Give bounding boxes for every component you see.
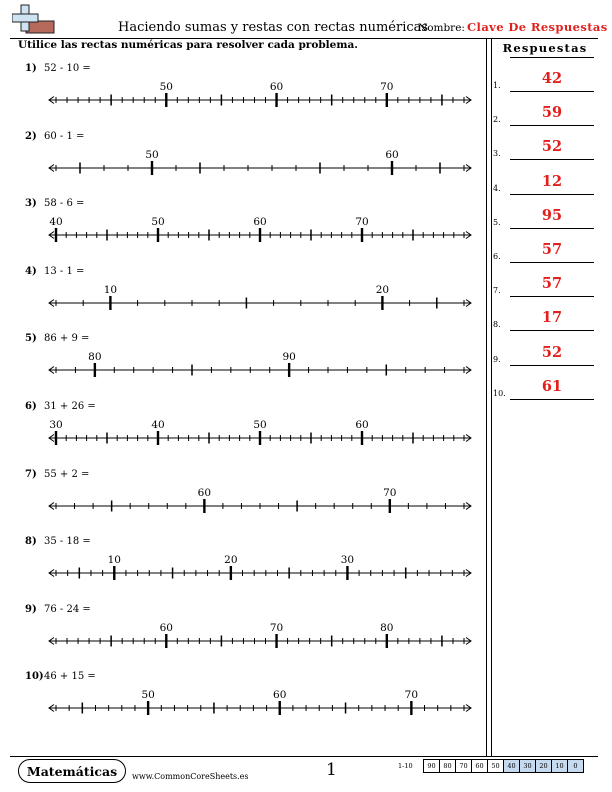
- problem-expression: 52 - 10 =: [44, 63, 91, 74]
- tick-label: 70: [269, 621, 284, 634]
- answer-number: 2.: [493, 115, 501, 125]
- name-label: Nombre:: [418, 22, 465, 34]
- number-line: [48, 616, 472, 646]
- answer-blank-line: [510, 125, 594, 126]
- problem-number: 3): [25, 198, 37, 210]
- number-line: [48, 548, 472, 578]
- answers-title: Respuestas: [502, 41, 588, 55]
- problem-expression: 13 - 1 =: [44, 265, 85, 277]
- score-cell: 10: [551, 759, 568, 773]
- score-cell: 60: [471, 759, 488, 773]
- tick-label: 10: [103, 283, 118, 296]
- subject-label: Matemáticas: [26, 764, 118, 779]
- problem-expression: 55 + 2 =: [44, 468, 90, 480]
- score-cell: 50: [487, 759, 504, 773]
- answer-value: 57: [541, 241, 563, 258]
- tick-label: 70: [355, 216, 369, 229]
- problem-number: 5): [25, 333, 37, 345]
- answer-number: 9.: [493, 354, 501, 364]
- problem-expression: 60 - 1 =: [44, 130, 85, 142]
- answers-title-underline: [510, 57, 594, 58]
- tick-label: 50: [145, 148, 159, 161]
- answer-number: 3.: [493, 149, 501, 159]
- answer-value: 52: [541, 343, 563, 361]
- answer-number: 10.: [493, 388, 506, 398]
- problem-expression: 35 - 18 =: [44, 536, 91, 548]
- answer-value: 12: [541, 172, 563, 190]
- problem-expression: 46 + 15 =: [44, 671, 96, 683]
- number-line: [48, 345, 472, 375]
- answer-number: 1.: [493, 81, 501, 90]
- plus-minus-logo-icon: [12, 4, 56, 38]
- number-line: [48, 413, 472, 443]
- tick-label: 50: [159, 81, 173, 93]
- score-cell: 20: [535, 759, 552, 773]
- score-cell: 40: [503, 759, 520, 773]
- problem-number: 10): [25, 671, 44, 683]
- tick-label: 60: [253, 216, 267, 229]
- instructions: Utilice las rectas numéricas para resolver cada problema.: [18, 39, 358, 51]
- tick-label: 60: [385, 148, 399, 161]
- website-link[interactable]: www.CommonCoreSheets.es: [132, 772, 249, 781]
- tick-label: 60: [273, 689, 287, 702]
- tick-label: 60: [355, 419, 369, 431]
- tick-label: 50: [141, 689, 155, 702]
- answer-blank-line: [510, 296, 594, 297]
- number-line: [48, 143, 472, 173]
- number-line: [48, 75, 472, 105]
- answer-blank-line: [510, 330, 594, 331]
- answer-blank-line: [510, 194, 594, 195]
- tick-label: 30: [340, 554, 355, 567]
- score-cell: 70: [455, 759, 472, 773]
- problem-number: 8): [25, 536, 37, 548]
- answer-blank-line: [510, 262, 594, 263]
- score-range: 1-10: [398, 762, 413, 770]
- score-cell: 0: [567, 759, 584, 773]
- tick-label: 20: [375, 283, 390, 296]
- tick-label: 60: [269, 81, 284, 93]
- answer-blank-line: [510, 365, 594, 366]
- answer-blank-line: [510, 159, 594, 160]
- tick-label: 40: [49, 216, 63, 229]
- name-value: Clave De Respuestas: [467, 20, 608, 34]
- score-cell: 80: [439, 759, 456, 773]
- problem-number: 9): [25, 603, 37, 615]
- answer-value: 52: [541, 138, 563, 156]
- tick-label: 80: [380, 621, 394, 634]
- problem-number: 2): [25, 130, 37, 142]
- tick-label: 50: [253, 419, 267, 431]
- answer-number: 7.: [493, 286, 501, 296]
- answer-value: 42: [541, 70, 563, 87]
- tick-label: 70: [380, 81, 394, 93]
- tick-label: 20: [224, 554, 238, 567]
- answer-value: 17: [541, 309, 563, 327]
- tick-label: 50: [151, 216, 165, 229]
- problem-expression: 86 + 9 =: [44, 333, 90, 345]
- answer-blank-line: [510, 399, 594, 400]
- problem-number: 1): [25, 63, 37, 74]
- answer-number: 8.: [493, 320, 501, 330]
- answer-value: 95: [541, 206, 563, 224]
- tick-label: 60: [197, 486, 212, 499]
- tick-label: 70: [383, 486, 397, 499]
- tick-label: 30: [49, 419, 63, 431]
- problem-expression: 58 - 6 =: [44, 198, 85, 210]
- problem-expression: 31 + 26 =: [44, 401, 96, 412]
- problem-number: 4): [25, 265, 37, 277]
- problem-number: 6): [25, 401, 37, 412]
- page-number: 1: [326, 760, 337, 780]
- score-cell: 30: [519, 759, 536, 773]
- tick-label: 80: [88, 351, 102, 364]
- answer-number: 5.: [493, 217, 501, 227]
- tick-label: 60: [159, 621, 173, 634]
- score-table: [424, 759, 584, 773]
- answer-value: 59: [541, 104, 563, 122]
- answer-value: 57: [541, 275, 563, 293]
- tick-label: 40: [151, 419, 165, 431]
- problem-number: 7): [25, 468, 37, 480]
- answer-number: 6.: [493, 252, 501, 261]
- number-line: [48, 481, 472, 511]
- page-title: Haciendo sumas y restas con rectas numéricas: [118, 20, 429, 35]
- number-line: [48, 210, 472, 240]
- footer-divider: [10, 756, 598, 757]
- number-line: [48, 278, 472, 308]
- answer-blank-line: [510, 228, 594, 229]
- answer-number: 4.: [493, 183, 501, 193]
- tick-label: 10: [107, 554, 121, 567]
- score-cell: 90: [423, 759, 440, 773]
- tick-label: 90: [282, 351, 296, 364]
- column-divider: [486, 38, 492, 756]
- answer-blank-line: [510, 91, 594, 92]
- answer-value: 61: [541, 377, 563, 395]
- problem-expression: 76 - 24 =: [44, 603, 91, 615]
- tick-label: 70: [404, 689, 419, 702]
- subject-badge: [18, 759, 126, 783]
- number-line: [48, 683, 472, 713]
